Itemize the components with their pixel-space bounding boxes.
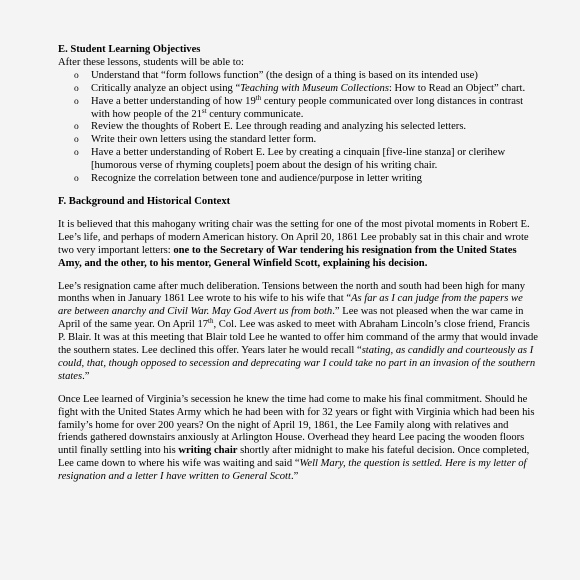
paragraph-1: It is believed that this mahogany writing chair was the setting for one of the most pivotal moments in Robert E. Lee’s life, and perhaps of modern American history. On April 20, 1861 Lee probably sat in this chair and wrote two very important letters: one to the Secretary of War tendering his resignation from the United States Amy, and the other, to his mentor, General Winfield Scott, explaining his decision.	[58, 218, 530, 269]
list-item: o Have a better understanding of Robert E. Lee by creating a cinquain [five-line stanza] or clerihew [humorous verse of rhyming couplets] poem about the design of his writing chair.	[74, 147, 506, 172]
paragraph-2: Lee’s resignation came after much deliberation. Tensions between the north and south had been high for many months when in January 1861 Lee wrote to his wife to his wife that “As far as I can judge from the papers we are between anarchy and Civil War. May God Avert us from both.” Lee was not pleased when the war came in April of the same year. On April 17th, Col. Lee was asked to meet with Abraham Lincoln’s close friend, Francis P. Blair. It was at this meeting that Blair told Lee he wanted to offer him command of the army that would invade the southern states. Lee declined this offer. Years later he would recall “stating, as candidly and courteously as I could, that, though opposed to secession and deprecating war I could take no part in an invasion of the southern states.”	[58, 280, 538, 382]
section-f-heading: F. Background and Historical Context	[58, 195, 231, 207]
section-e-heading: E. Student Learning Objectives	[58, 44, 201, 55]
bullet-icon: o	[74, 174, 79, 185]
list-item: o Critically analyze an object using “Teaching with Museum Collections: How to Read an Object” chart.	[74, 82, 526, 94]
list-item: o Write their own letters using the standard letter form.	[74, 134, 317, 146]
list-item: o Understand that “form follows function” (the design of a thing is based on its intended use)	[74, 69, 478, 81]
bullet-icon: o	[74, 122, 79, 133]
bullet-icon: o	[74, 96, 79, 107]
list-item: o Recognize the correlation between tone and audience/purpose in letter writing	[74, 173, 422, 185]
objectives-list	[58, 70, 538, 186]
bullet-icon: o	[74, 148, 79, 159]
bullet-icon: o	[74, 135, 79, 146]
section-e-intro: After these lessons, students will be able to:	[58, 56, 244, 68]
paragraph-3: Once Lee learned of Virginia’s secession he knew the time had come to make his final commitment. Should he fight with the United States Army which he had been with for 32 years or fight with Virginia which had been his family’s home for over 200 years? On the night of April 19, 1861, the Lee Family along with relatives and friends gathered downstairs anxiously at Arlington House. Overhead they heard Lee pacing the wooden floors until finally settling into his writing chair shortly after midnight to make his fateful decision. Once completed, Lee came down to where his wife was waiting and said “Well Mary, the question is settled. Here is my letter of resignation and a letter I have written to General Scott.”	[58, 393, 535, 483]
bullet-icon: o	[74, 83, 79, 94]
bullet-icon: o	[74, 70, 79, 81]
list-item: o Have a better understanding of how 19th century people communicated over long distances in contrast with how people of the 21st century communicate.	[74, 93, 524, 120]
list-item: o Review the thoughts of Robert E. Lee through reading and analyzing his selected letters.	[74, 121, 467, 133]
